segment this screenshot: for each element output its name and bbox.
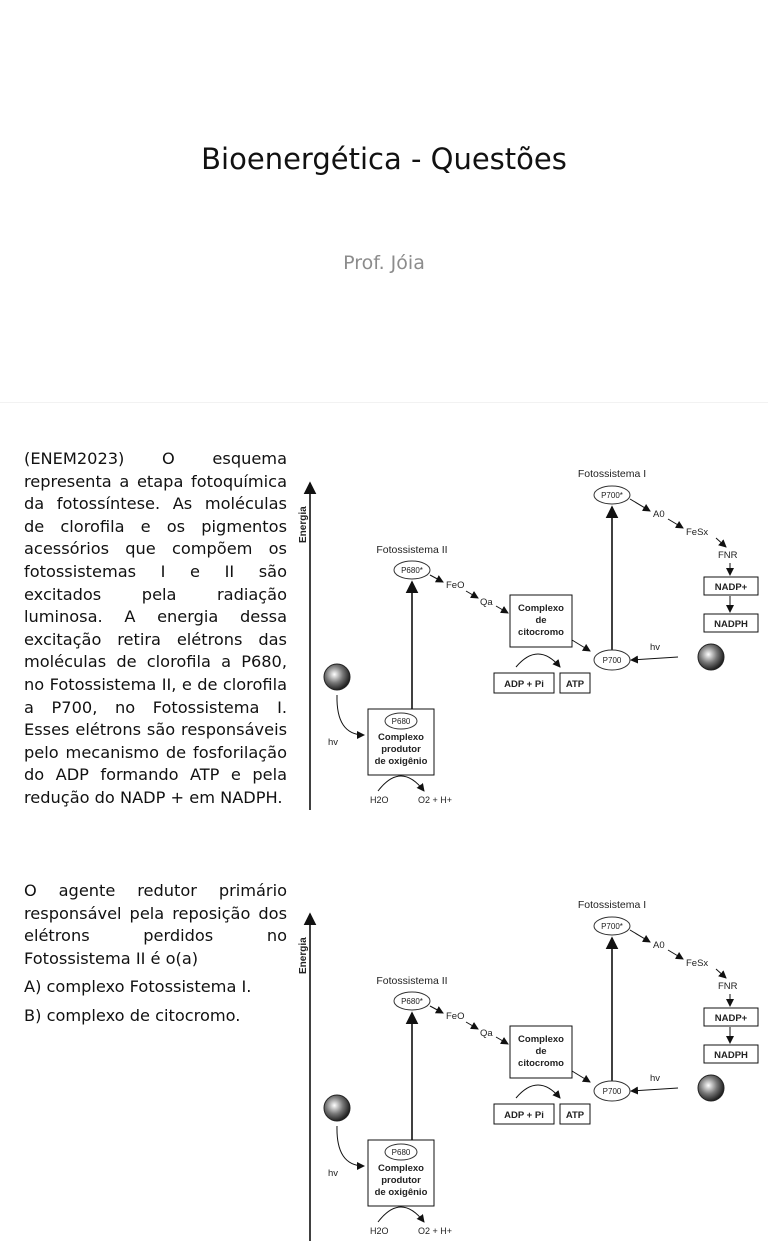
question-2-text <box>24 880 287 1028</box>
o2-h-label: O2 + H+ <box>418 1226 453 1236</box>
oxygen-complex-line-1: Complexo <box>378 1163 424 1174</box>
fnr-label: FNR <box>718 981 738 992</box>
p700-star-label: P700* <box>601 491 623 500</box>
arrow-to-feo <box>430 575 443 582</box>
question-1-text <box>24 448 287 810</box>
arrow-to-fesx <box>668 519 683 528</box>
hv-label-fs2: hv <box>328 737 339 748</box>
slide-subtitle: Prof. Jóia <box>343 252 425 274</box>
arrow-to-cytochrome <box>496 606 508 613</box>
a0-label: A0 <box>653 940 665 951</box>
nadph-label: NADPH <box>714 1050 748 1061</box>
energy-axis <box>298 483 310 810</box>
arrow-to-feo <box>430 1006 443 1013</box>
h2o-label: H2O <box>370 1226 389 1236</box>
fs1-label: Fotossistema I <box>577 899 647 911</box>
qa-label: Qa <box>480 597 493 608</box>
cytochrome-line-3: citocromo <box>518 627 564 638</box>
photosynthesis-diagram-2 <box>298 886 768 1236</box>
sun-icon-right <box>698 1075 724 1101</box>
p680-star-label: P680* <box>401 997 423 1006</box>
slide-title: Bioenergética - Questões <box>201 142 567 176</box>
light-arrow-fs1 <box>631 1088 678 1091</box>
nadp-plus-label: NADP+ <box>714 1013 748 1024</box>
cytochrome-line-2: de <box>535 615 547 626</box>
atp-synthesis-arrow <box>516 1085 560 1098</box>
option-b: B) complexo de citocromo. <box>24 1005 241 1025</box>
p700-star-label: P700* <box>601 922 623 931</box>
arrow-to-cytochrome <box>496 1037 508 1044</box>
h2o-label: H2O <box>370 795 389 805</box>
arrow-to-fnr <box>716 538 726 547</box>
p700-label: P700 <box>602 656 622 665</box>
arrow-to-a0 <box>630 930 650 942</box>
oxygen-complex-line-2: produtor <box>381 744 421 755</box>
hv-label-fs2: hv <box>328 1168 339 1179</box>
arrow-to-fnr <box>716 969 726 978</box>
water-splitting-arrow <box>378 1207 424 1222</box>
cytochrome-line-2: de <box>535 1046 547 1057</box>
arrow-to-fesx <box>668 950 683 959</box>
p680-label: P680 <box>391 717 411 726</box>
slide-divider <box>0 402 768 403</box>
hv-label-fs1: hv <box>650 642 661 653</box>
arrow-to-p700 <box>572 640 590 651</box>
option-a: A) complexo Fotossistema I. <box>24 977 252 997</box>
cytochrome-line-3: citocromo <box>518 1058 564 1069</box>
nadph-label: NADPH <box>714 619 748 630</box>
oxygen-complex-line-3: de oxigênio <box>374 1187 428 1198</box>
o2-h-label: O2 + H+ <box>418 795 453 805</box>
photosynthesis-diagram-svg <box>298 886 768 1246</box>
a0-label: A0 <box>653 509 665 520</box>
sun-icon-left <box>324 664 350 690</box>
question-1-paragraph: (ENEM2023) O esquema representa a etapa fotoquímica da fotossíntese. As moléculas de clorofila e os pigmentos acessórios que compõem os fotossistemas I e II são excitados pela radiação luminosa. A energia dessa excitação retira elétrons das moléculas de clorofila a P680, no Fotossistema II, e de clorofila a P700, no Fotossistema I. Esses elétrons são responsáveis pelo mecanismo de fosforilação do ADP formando ATP e pela redução do NADP + em NADPH. <box>24 449 287 807</box>
arrow-to-qa <box>466 591 478 598</box>
p700-label: P700 <box>602 1087 622 1096</box>
cytochrome-line-1: Complexo <box>518 1034 564 1045</box>
question-2-paragraph: O agente redutor primário responsável pela reposição dos elétrons perdidos no Fotossistema II é o(a) <box>24 881 287 968</box>
fesx-label: FeSx <box>686 527 709 538</box>
fnr-label: FNR <box>718 550 738 561</box>
p680-label: P680 <box>391 1148 411 1157</box>
arrow-to-a0 <box>630 499 650 511</box>
fs2-label: Fotossistema II <box>376 975 448 987</box>
hv-label-fs1: hv <box>650 1073 661 1084</box>
qa-label: Qa <box>480 1028 493 1039</box>
photosynthesis-diagram-svg <box>298 455 768 815</box>
feo-label: FeO <box>446 580 465 591</box>
sun-icon-right <box>698 644 724 670</box>
arrow-to-p700 <box>572 1071 590 1082</box>
energy-axis <box>298 914 310 1241</box>
energy-axis-label: Energia <box>298 937 309 974</box>
water-splitting-arrow <box>378 776 424 791</box>
adp-pi-label: ADP + Pi <box>504 679 544 690</box>
adp-pi-label: ADP + Pi <box>504 1110 544 1121</box>
light-arrow-fs2 <box>337 1126 364 1166</box>
energy-axis-label: Energia <box>298 506 309 543</box>
atp-synthesis-arrow <box>516 654 560 667</box>
fs2-label: Fotossistema II <box>376 544 448 556</box>
light-arrow-fs2 <box>337 695 364 735</box>
fs1-label: Fotossistema I <box>577 468 647 480</box>
oxygen-complex-line-3: de oxigênio <box>374 756 428 767</box>
photosynthesis-diagram-1 <box>298 455 768 815</box>
atp-label: ATP <box>565 679 585 690</box>
p680-star-label: P680* <box>401 566 423 575</box>
fesx-label: FeSx <box>686 958 709 969</box>
arrow-to-qa <box>466 1022 478 1029</box>
sun-icon-left <box>324 1095 350 1121</box>
atp-label: ATP <box>565 1110 585 1121</box>
oxygen-complex-line-1: Complexo <box>378 732 424 743</box>
light-arrow-fs1 <box>631 657 678 660</box>
oxygen-complex-line-2: produtor <box>381 1175 421 1186</box>
feo-label: FeO <box>446 1011 465 1022</box>
nadp-plus-label: NADP+ <box>714 582 748 593</box>
cytochrome-line-1: Complexo <box>518 603 564 614</box>
